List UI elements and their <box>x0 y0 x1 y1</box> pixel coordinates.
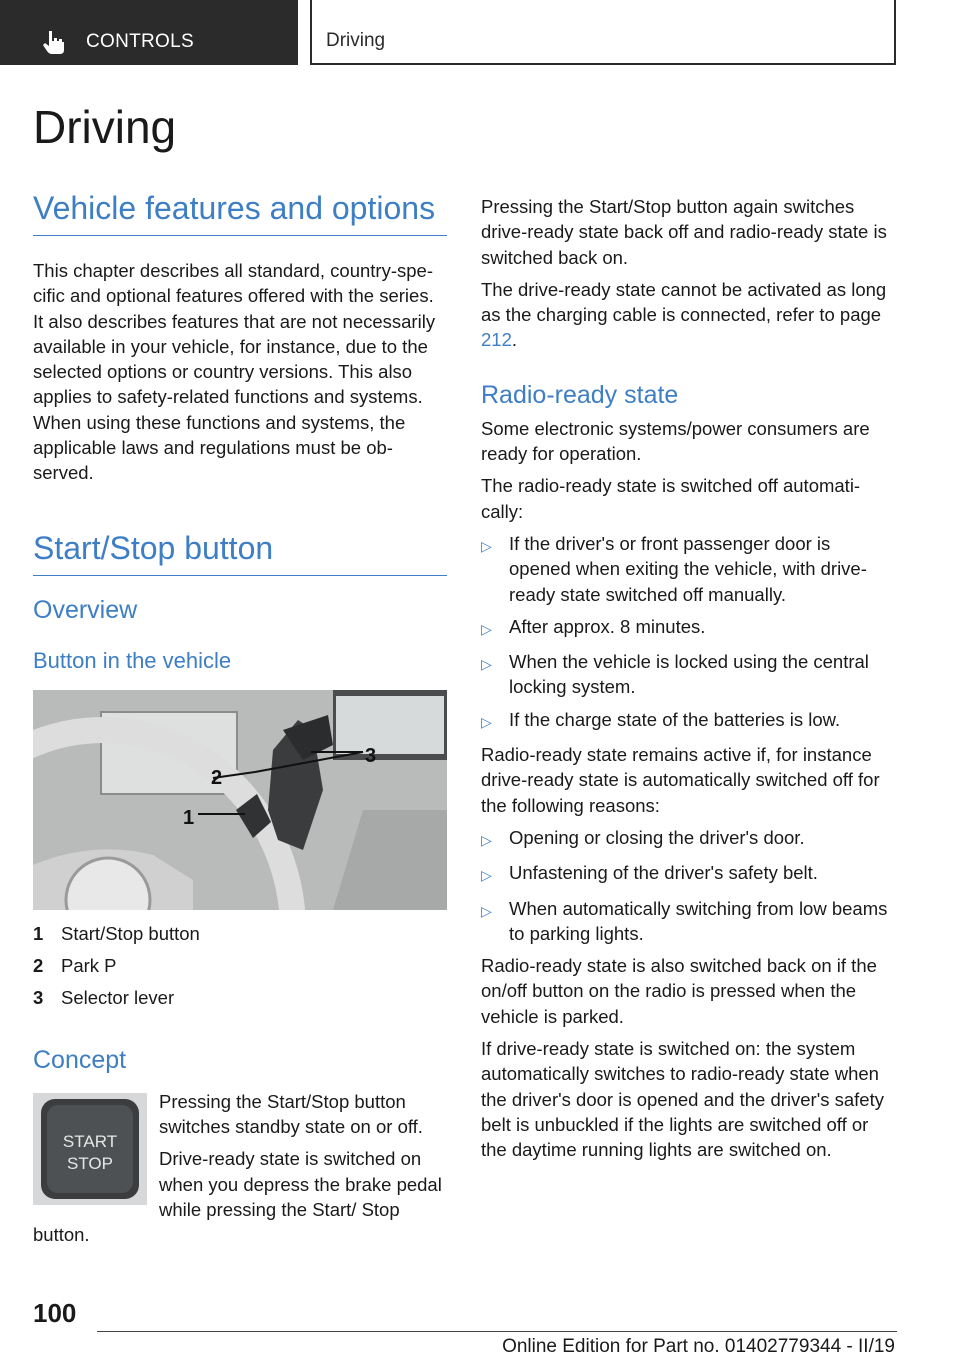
paragraph-drive-ready-on: If drive-ready state is switched on: the system automatically switches to radio-ready state when the driver's door is opened and the driver's safety belt is unbuckled if the lights are switched off or the daytime running lights are switched on. <box>481 1038 884 1161</box>
list-item-text: After approx. 8 minutes. <box>509 615 706 637</box>
legend-number: 3 <box>33 986 44 1008</box>
legend-item <box>33 918 447 950</box>
legend-item <box>33 950 447 982</box>
list-item-text: When automatically switching from low beams to parking lights. <box>509 897 888 944</box>
triangle-bullet-icon: ▷ <box>481 902 492 919</box>
legend-label: Selector lever <box>61 986 175 1008</box>
hand-pointer-icon <box>40 28 68 56</box>
charging-cable-text: The drive-ready state cannot be activated as long as the charging cable is connected, refer to page <box>481 278 887 326</box>
heading-start-stop: Start/Stop button <box>33 530 447 576</box>
right-column <box>481 194 897 1163</box>
bullet-list-switched-off <box>481 531 897 735</box>
list-item <box>481 825 897 853</box>
heading-button-in-vehicle: Button in the vehicle <box>33 647 232 673</box>
triangle-bullet-icon: ▷ <box>481 537 492 554</box>
list-item <box>481 531 897 607</box>
paragraph-radio-ready: Some electronic systems/power consumers are ready for operation. <box>481 417 870 465</box>
paragraph-charging-cable <box>481 277 897 353</box>
button-label-start: START <box>62 1131 118 1151</box>
subsection-label: Driving <box>326 30 386 51</box>
bullet-list-reasons <box>481 825 897 946</box>
start-stop-button-image <box>33 1093 147 1205</box>
legend-item <box>33 982 447 1014</box>
start-stop-button-icon <box>33 1093 147 1205</box>
charging-cable-end: . <box>511 329 518 351</box>
callout-3: 3 <box>365 744 377 767</box>
footer-divider <box>97 1331 897 1332</box>
features-paragraph: This chapter describes all standard, country-spe-cific and optional features offered with the series. It also describes features that are not necessarily available in your vehicle, for instance, due to the selected options or country versions. This also applies to safety-related functions and systems. When using these functions and systems, the applicable laws and regulations must be ob-served. <box>33 260 436 484</box>
legend-label: Start/Stop button <box>61 922 200 944</box>
page-number: 100 <box>33 1298 77 1328</box>
section-label: CONTROLS <box>86 31 194 52</box>
paragraph-switched-back-on: Radio-ready state is also switched back on if the on/off button on the radio is pressed when the vehicle is parked. <box>481 955 877 1027</box>
heading-concept: Concept <box>33 1045 127 1074</box>
legend-label: Park P <box>61 954 117 976</box>
callout-1: 1 <box>183 806 195 829</box>
concept-paragraph-1: Pressing the Start/Stop button switches standby state on or off. <box>159 1090 423 1137</box>
legend-number: 2 <box>33 954 44 976</box>
paragraph-remains-active: Radio-ready state remains active if, for instance drive-ready state is automatically switched off for the following reasons: <box>481 744 880 816</box>
list-item <box>481 896 897 947</box>
page-title: Driving <box>33 101 177 153</box>
photo-legend <box>33 918 447 1014</box>
list-item-text: Opening or closing the driver's door. <box>509 826 805 848</box>
paragraph-switch-back: Pressing the Start/Stop button again switches drive-ready state back off and radio-ready state is switched back on. <box>481 196 887 268</box>
list-item-text: When the vehicle is locked using the central locking system. <box>509 651 869 698</box>
paragraph-switched-off: The radio-ready state is switched off automati-cally: <box>481 475 861 522</box>
heading-vehicle-features: Vehicle features and options <box>33 190 447 236</box>
concept-block <box>33 1089 447 1248</box>
list-item <box>481 649 897 700</box>
subsection-tab <box>310 0 896 65</box>
list-item-text: Unfastening of the driver's safety belt. <box>509 862 818 884</box>
steering-column-illustration <box>33 690 447 910</box>
triangle-bullet-icon: ▷ <box>481 713 492 730</box>
heading-overview: Overview <box>33 595 138 624</box>
triangle-bullet-icon: ▷ <box>481 867 492 884</box>
page-link[interactable]: 212 <box>481 329 512 351</box>
button-label-stop: STOP <box>67 1153 113 1173</box>
triangle-bullet-icon: ▷ <box>481 656 492 673</box>
triangle-bullet-icon: ▷ <box>481 831 492 848</box>
list-item <box>481 707 897 735</box>
edition-note: Online Edition for Part no. 01402779344 - II/19 <box>502 1336 895 1357</box>
legend-number: 1 <box>33 922 44 944</box>
concept-paragraph-2: Drive-ready state is switched on when you depress the brake pedal while pressing the Start/ Stop button. <box>33 1148 442 1246</box>
left-column <box>33 190 447 1247</box>
heading-radio-ready: Radio-ready state <box>481 380 679 409</box>
triangle-bullet-icon: ▷ <box>481 620 492 637</box>
list-item <box>481 860 897 888</box>
list-item-text: If the charge state of the batteries is low. <box>509 708 841 730</box>
section-tab <box>0 0 298 65</box>
steering-column-photo <box>33 690 447 910</box>
list-item <box>481 614 897 642</box>
list-item-text: If the driver's or front passenger door is opened when exiting the vehicle, with drive-ready state switched off manually. <box>509 532 867 605</box>
callout-2: 2 <box>211 766 223 789</box>
